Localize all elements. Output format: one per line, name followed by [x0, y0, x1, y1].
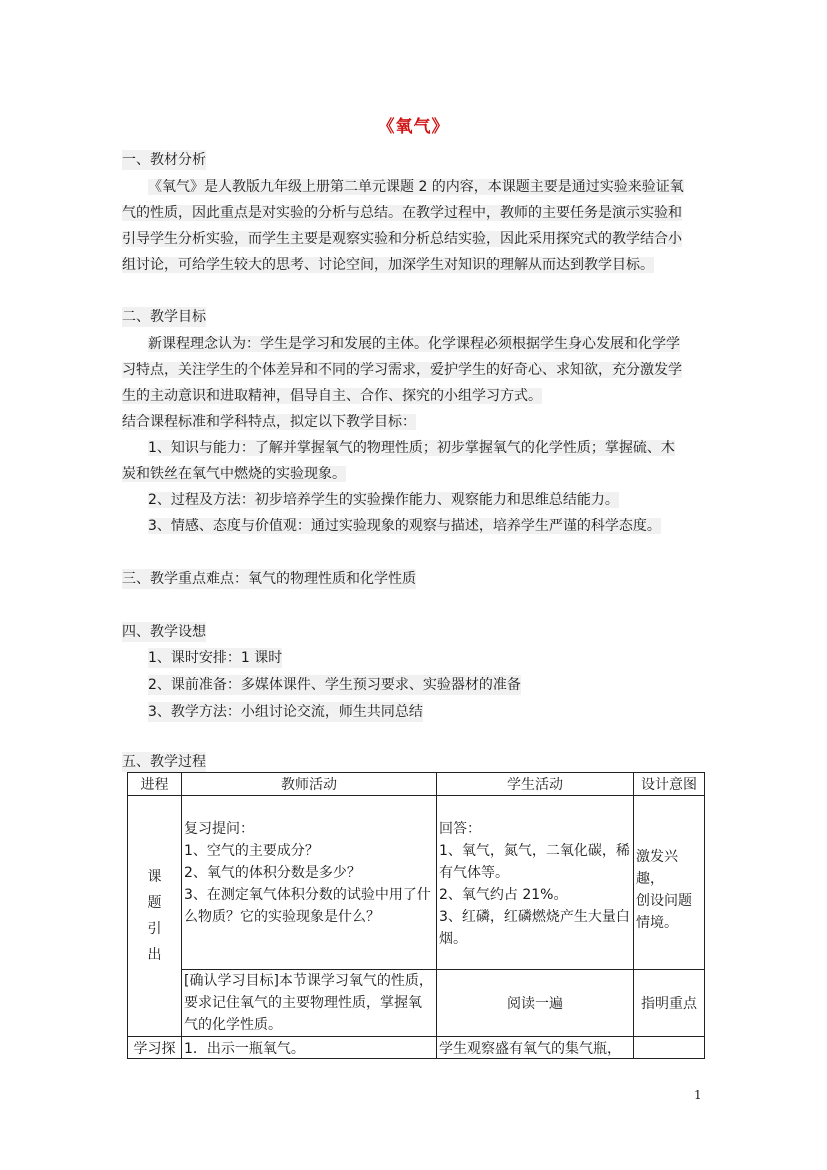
teacher-line: 要求记住氧气的主要物理性质，掌握氧	[184, 995, 422, 1011]
intent-cell: 指明重点	[634, 970, 705, 1037]
section-heading-analysis: 一、教材分析	[122, 152, 206, 168]
student-activity-cell	[437, 796, 634, 970]
header-cell: 进程	[128, 773, 182, 796]
intent-cell	[634, 796, 705, 970]
teacher-activity-cell	[182, 796, 437, 970]
objectives-line: 结合课程标准和学科特点，拟定以下教学目标：	[122, 414, 416, 430]
stage-cell: 学习探	[128, 1037, 182, 1059]
design-item: 2、课前准备：多媒体课件、学生预习要求、实验器材的准备	[148, 677, 521, 693]
teaching-process-table	[127, 772, 705, 1059]
teacher-line: 气的化学性质。	[184, 1017, 282, 1033]
teacher-activity-cell	[182, 970, 437, 1037]
section-heading-design: 四、教学设想	[122, 624, 206, 640]
section-heading-key-points: 三、教学重点难点：氧气的物理性质和化学性质	[122, 571, 416, 587]
section-heading-process: 五、教学过程	[122, 754, 206, 770]
section-heading-objectives: 二、教学目标	[122, 309, 206, 325]
objectives-line: 生的主动意识和进取精神，倡导自主、合作、探究的小组学习方式。	[122, 388, 542, 404]
table-row	[128, 1037, 705, 1059]
intent-line: 创设问题	[636, 893, 692, 909]
student-line: 回答：	[439, 821, 481, 837]
objective-process: 2、过程及方法：初步培养学生的实验操作能力、观察能力和思维总结能力。	[148, 492, 619, 508]
teacher-line: 3、在测定氧气体积分数的试验中用了什	[184, 887, 431, 903]
teacher-line: 么物质？它的实验现象是什么？	[184, 909, 380, 925]
objectives-line: 习特点，关注学生的个体差异和不同的学习需求，爱护学生的好奇心、求知欲，充分激发学	[122, 362, 682, 378]
student-activity-cell: 学生观察盛有氧气的集气瓶，	[437, 1037, 634, 1059]
header-cell: 学生活动	[437, 773, 634, 796]
intent-line: 情境。	[636, 915, 678, 931]
objective-knowledge: 1、知识与能力：了解并掌握氧气的物理性质；初步掌握氧气的化学性质；掌握硫、木	[148, 440, 675, 456]
stage-char: 题	[147, 895, 162, 911]
objectives-line: 新课程理念认为：学生是学习和发展的主体。化学课程必须根据学生身心发展和化学学	[148, 336, 680, 352]
student-line: 烟。	[439, 931, 467, 947]
design-item: 3、教学方法：小组讨论交流，师生共同总结	[148, 704, 423, 720]
design-item: 1、课时安排：1 课时	[148, 650, 283, 666]
teacher-line: 复习提问：	[184, 821, 254, 837]
stage-char: 课	[147, 869, 162, 885]
student-line: 1、氧气，氮气，二氧化碳，稀	[439, 843, 630, 859]
table-row	[128, 970, 705, 1037]
header-cell: 设计意图	[634, 773, 705, 796]
table-row	[128, 796, 705, 970]
objectives-paragraph	[122, 331, 706, 539]
teacher-line: 2、氧气的体积分数是多少？	[184, 865, 361, 881]
objective-knowledge-cont: 炭和铁丝在氧气中燃烧的实验现象。	[122, 466, 346, 482]
stage-char: 出	[147, 947, 162, 963]
header-cell: 教师活动	[182, 773, 437, 796]
stage-char: 引	[147, 921, 162, 937]
objective-attitude: 3、情感、态度与价值观：通过实验现象的观察与描述，培养学生严谨的科学态度。	[148, 518, 661, 534]
student-activity-cell: 阅读一遍	[437, 970, 634, 1037]
student-line: 3、红磷，红磷燃烧产生大量白	[439, 909, 630, 925]
document-title: 《氧气》	[377, 117, 450, 137]
analysis-line: 引导学生分析实验，而学生主要是观察实验和分析总结实验，因此采用探究式的教学结合小	[122, 231, 682, 247]
intent-line: 激发兴趣，	[636, 849, 678, 887]
student-line: 2、氧气约占 21%。	[439, 887, 568, 903]
table-header-row	[128, 773, 705, 796]
teacher-activity-cell: 1．出示一瓶氧气。	[182, 1037, 437, 1059]
student-line: 有气体等。	[439, 865, 509, 881]
analysis-line: 《氧气》是人教版九年级上册第二单元课题 2 的内容，本课题主要是通过实验来验证氧	[148, 179, 684, 195]
stage-cell	[128, 796, 182, 1037]
analysis-paragraph	[122, 174, 706, 278]
page-number: 1	[694, 1088, 702, 1102]
intent-cell	[634, 1037, 705, 1059]
teacher-line: [确认学习目标]本节课学习氧气的性质，	[184, 973, 433, 989]
analysis-line: 组讨论，可给学生较大的思考、讨论空间，加深学生对知识的理解从而达到教学目标。	[122, 257, 654, 273]
teacher-line: 1、空气的主要成分？	[184, 843, 319, 859]
analysis-line: 气的性质，因此重点是对实验的分析与总结。在教学过程中，教师的主要任务是演示实验和	[122, 205, 682, 221]
